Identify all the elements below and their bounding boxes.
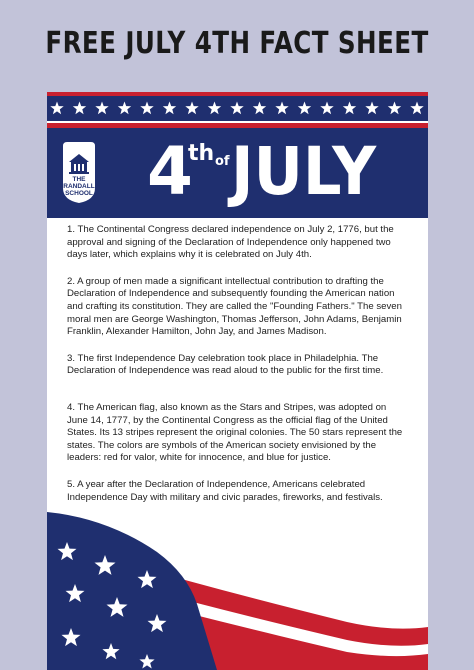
facts-list (67, 224, 407, 504)
fact-item: 1. The Continental Congress declared independence on July 2, 1776, but the approval and signing of the Declaration of Independence only happened two days later, which explains why it is celebrated on July 4th. (67, 224, 394, 261)
page-title: FREE JULY 4TH FACT SHEET (45, 26, 429, 61)
stars-stripe-band (47, 92, 428, 128)
logo-line-randall: RANDALL (63, 183, 95, 190)
logo-line-school: SCHOOL (65, 190, 93, 197)
title-number: 4 (147, 133, 193, 210)
header-banner (47, 128, 428, 218)
school-name (60, 176, 98, 197)
fact-item: 5. A year after the Declaration of Independence, Americans celebrated Independence Day with military and civic parades, fireworks, and festivals. (67, 478, 383, 503)
fact-item: 2. A group of men made a significant intellectual contribution to drafting the Declaration of Independence and subsequently founding the American nation and crafting its constitution. They are called the "Founding Fathers." The seven moral men are George Washington, Thomas Jefferson, John Adams, Benjamin Franklin, Alexander Hamilton, John Jay, and James Madison. (67, 275, 402, 338)
logo-line-the: THE (72, 176, 86, 183)
title-month: JULY (231, 133, 377, 210)
title-suffix: th (188, 141, 215, 166)
fact-sheet (47, 92, 428, 670)
title-of: of (215, 154, 230, 169)
fact-item: 4. The American flag, also known as the Stars and Stripes, was adopted on June 14, 1777, by the Continental Congress as the official flag of the United States. Its 13 stripes represent the original colonies. The 50 stars represent the states. The colors are symbols of the American society envisioned by the leaders: red for valor, white for innocence, and blue for justice. (67, 401, 403, 464)
waving-flag-graphic (47, 512, 428, 670)
fact-item: 3. The first Independence Day celebration took place in Philadelphia. The Declaration of Independence was read aloud to the public for the first time. (67, 352, 384, 377)
